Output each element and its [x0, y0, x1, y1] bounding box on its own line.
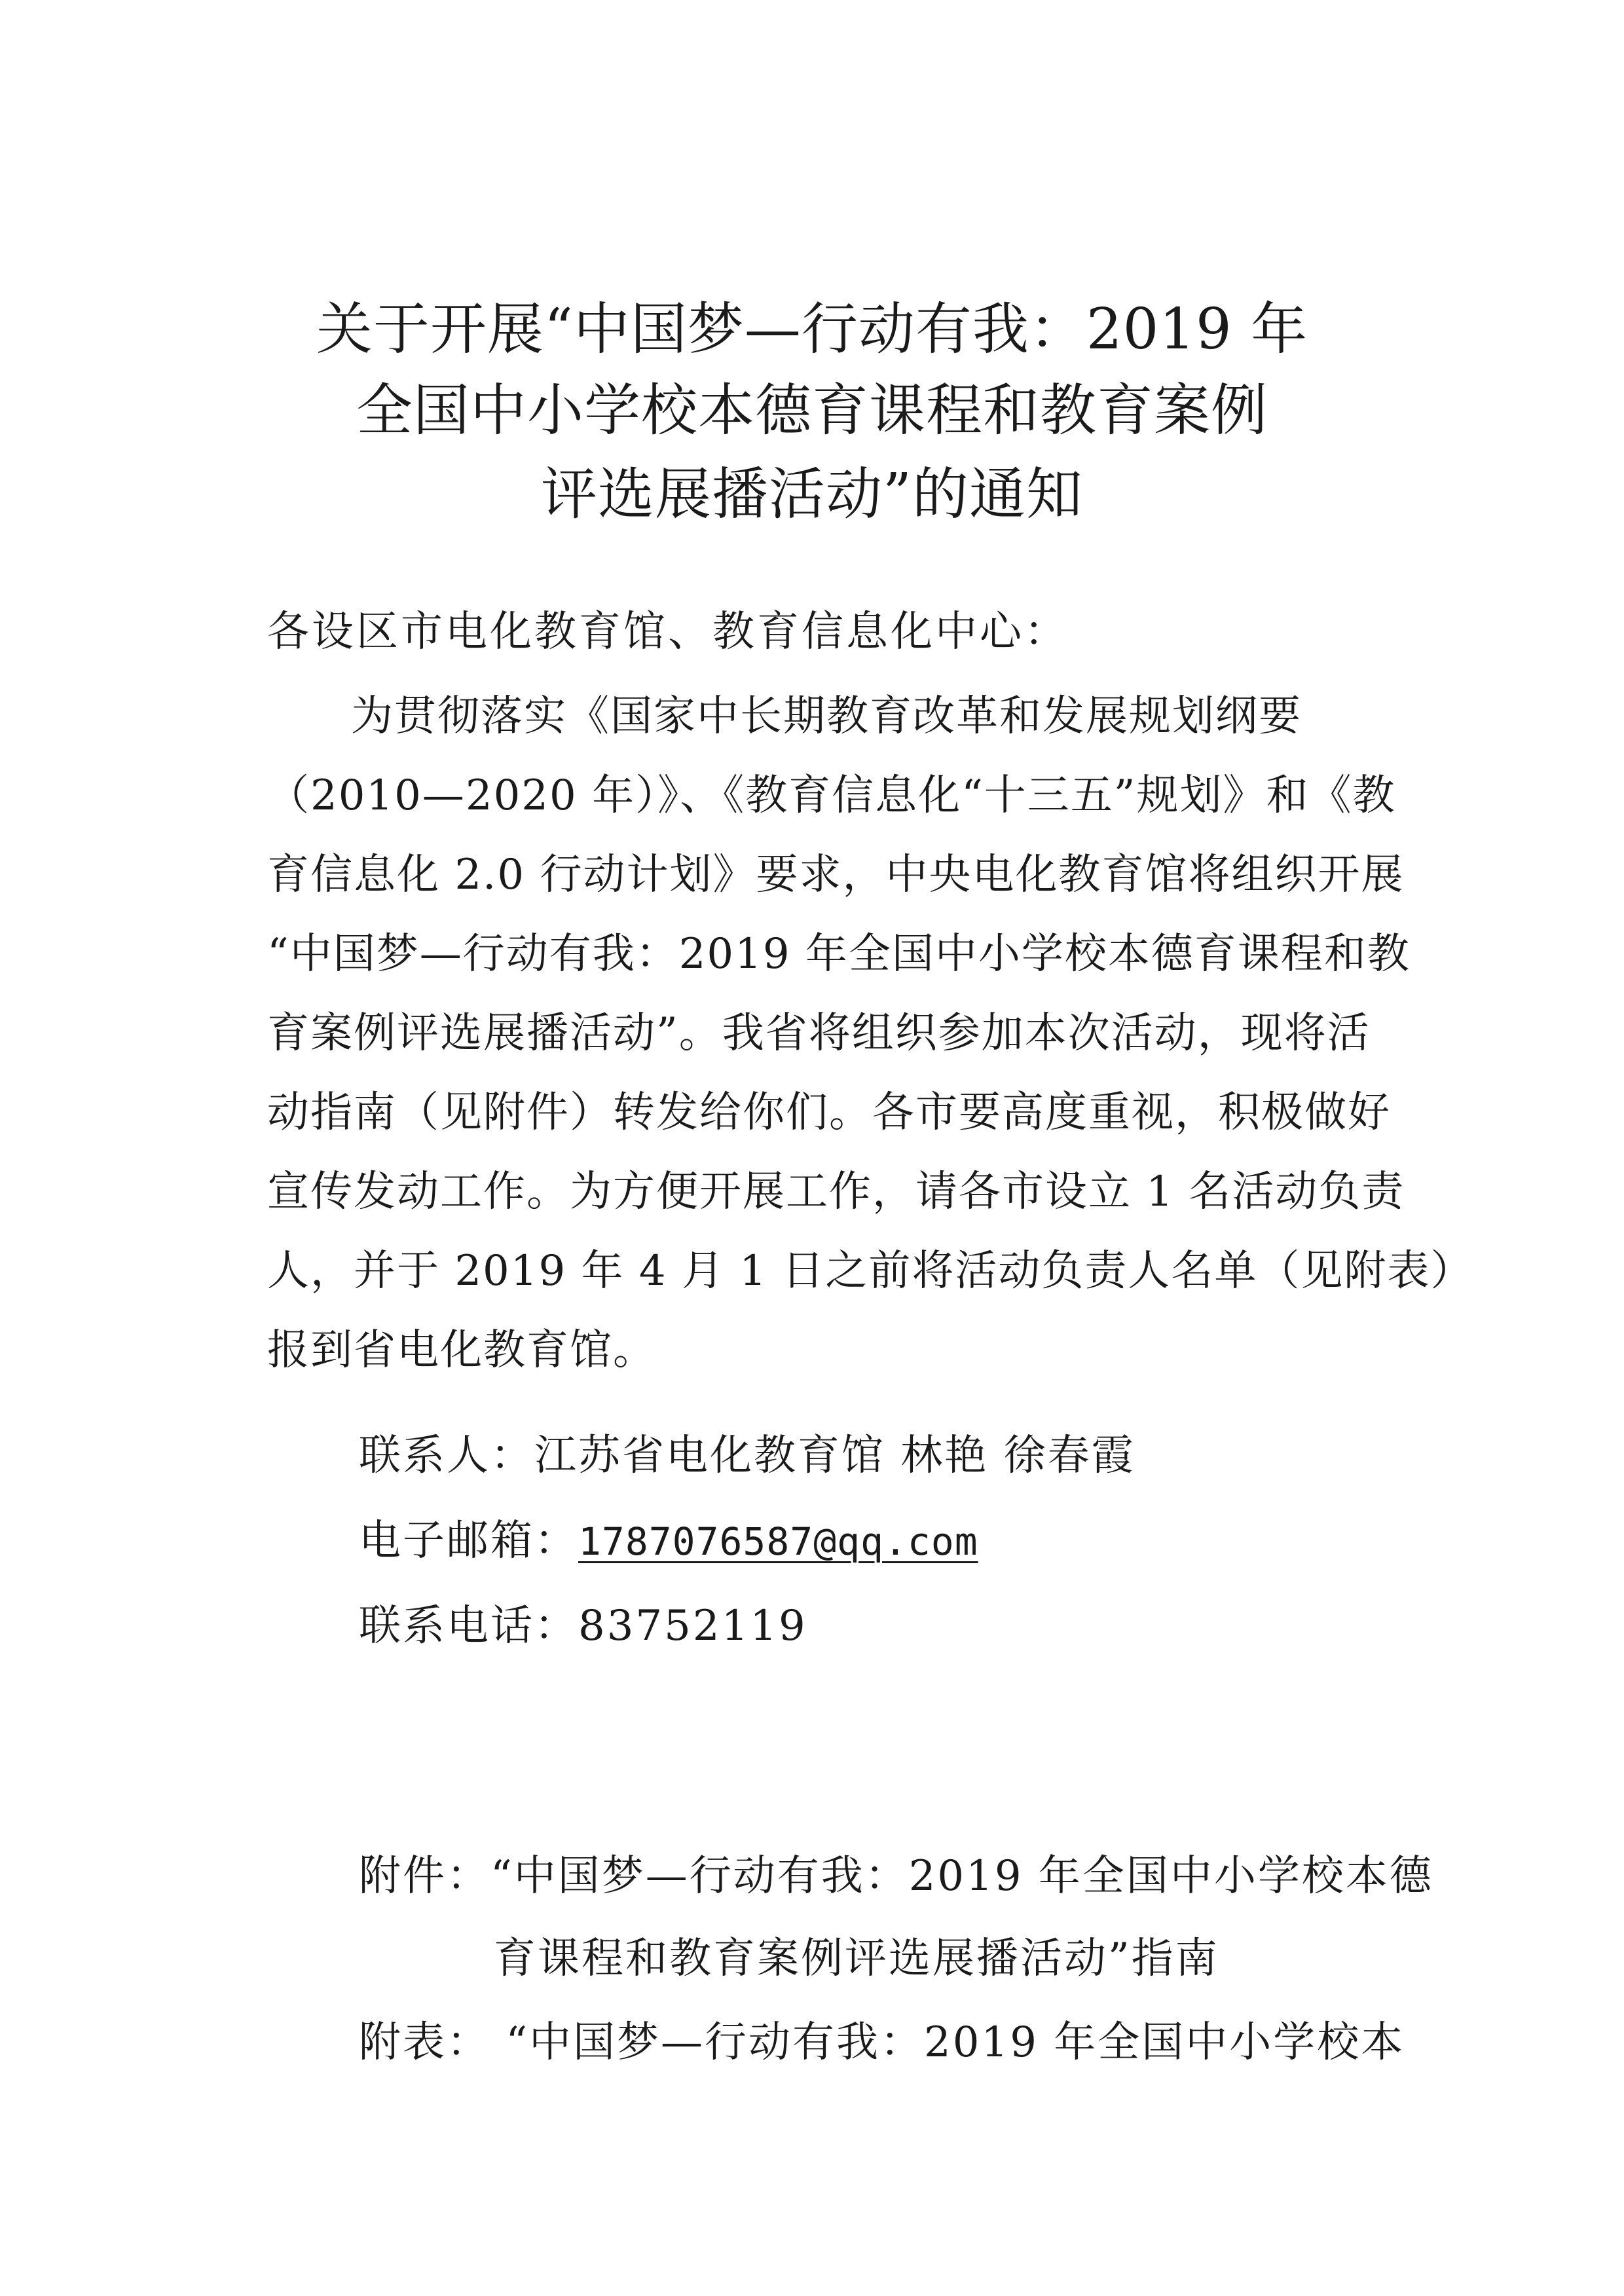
- body-line: 动指南（见附件）转发给你们。各市要高度重视，积极做好: [267, 1088, 1391, 1137]
- body-line: 育信息化 2.0 行动计划》要求，中央电化教育馆将组织开展: [267, 851, 1405, 899]
- email-link[interactable]: 1787076587@qq.com: [578, 1519, 978, 1564]
- contact-person: 联系人：江苏省电化教育馆 林艳 徐春霞: [359, 1432, 1135, 1480]
- body-line: 为贯彻落实《国家中长期教育改革和发展规划纲要: [351, 692, 1302, 741]
- contact-phone: 联系电话：83752119: [359, 1602, 807, 1650]
- attachment-line-1: 附件：“中国梦—行动有我：2019 年全国中小学校本德: [359, 1852, 1433, 1900]
- body-line: “中国梦—行动有我：2019 年全国中小学校本德育课程和教: [267, 930, 1411, 978]
- body-paragraph: [267, 677, 1474, 1390]
- body-line: 宣传发动工作。为方便开展工作，请各市设立 1 名活动负责: [267, 1168, 1405, 1216]
- body-line: （2010—2020 年）》、《教育信息化“十三五”规划》和《教: [267, 771, 1396, 820]
- document-title-line-2: 全国中小学校本德育课程和教育案例: [356, 378, 1268, 443]
- salutation: 各设区市电化教育馆、教育信息化中心：: [267, 608, 1069, 656]
- body-line: 人，并于 2019 年 4 月 1 日之前将活动负责人名单（见附表）: [267, 1247, 1474, 1295]
- document-title-line-3: 评选展播活动”的通知: [541, 462, 1083, 527]
- attachment-line-2: 育课程和教育案例评选展播活动”指南: [494, 1935, 1219, 1983]
- body-line: 育案例评选展播活动”。我省将组织参加本次活动，现将活: [267, 1009, 1371, 1058]
- document-title-line-1: 关于开展“中国梦—行动有我：2019 年: [316, 297, 1308, 362]
- body-line: 报到省电化教育馆。: [267, 1326, 656, 1375]
- contact-email-row: [359, 1511, 978, 1571]
- email-label: 电子邮箱：: [359, 1517, 578, 1565]
- schedule-line-1: 附表： “中国梦—行动有我：2019 年全国中小学校本: [359, 2018, 1405, 2067]
